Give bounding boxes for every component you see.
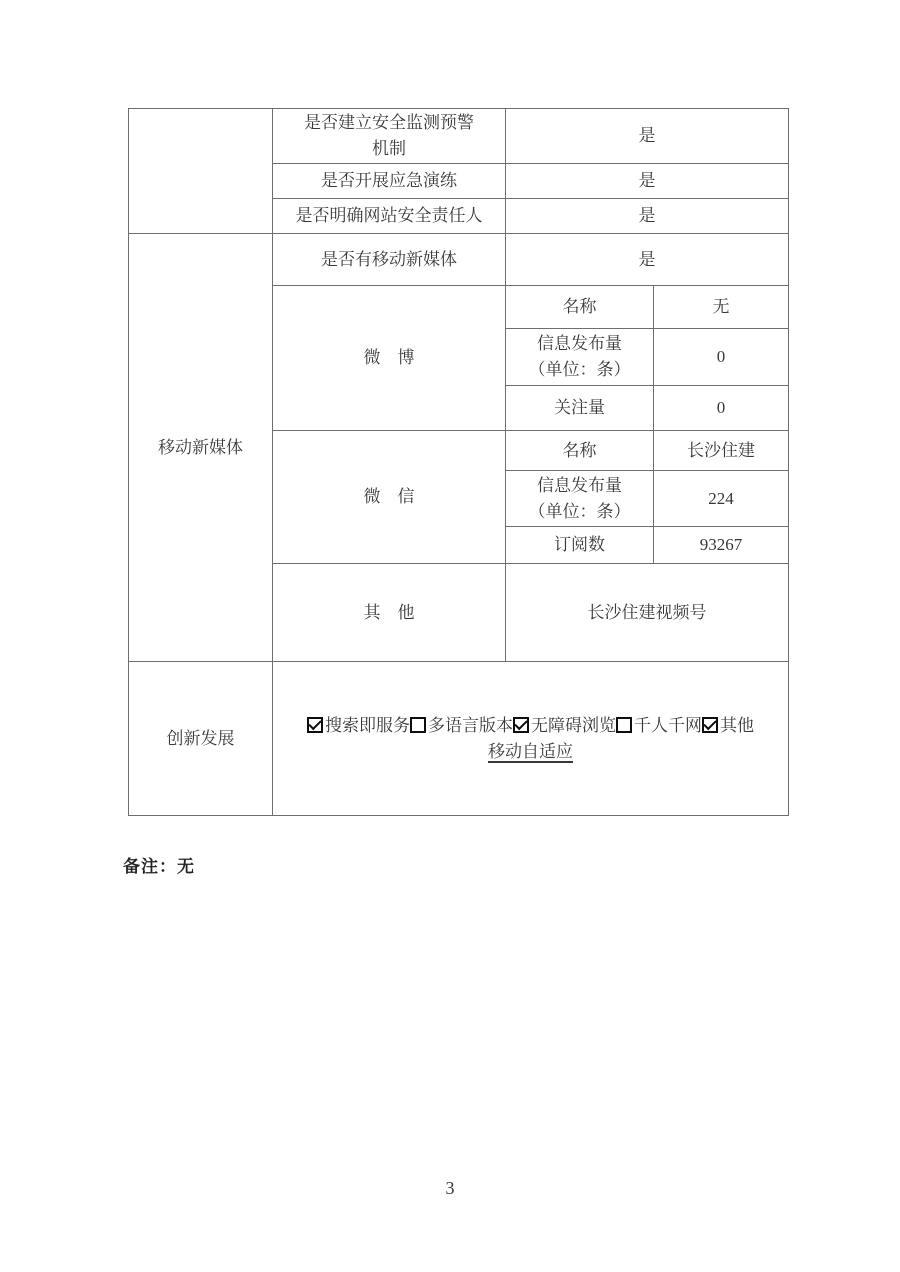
innovation-other-line [273,739,788,765]
metric-value-cell: 224 [654,471,789,527]
table-row [129,662,789,816]
question-cell: 是否有移动新媒体 [273,234,506,286]
metric-label-line: 信息发布量 [537,334,622,353]
category-cell-innovation: 创新发展 [129,662,273,816]
innovation-option [616,716,702,735]
innovation-option-label: 多语言版本 [428,715,513,735]
metric-value-cell: 长沙住建视频号 [506,564,789,662]
answer-cell: 是 [506,234,789,286]
checkbox-icon[interactable] [513,717,529,733]
metric-label-cell: 名称 [506,286,654,329]
metric-label-line: （单位：条） [528,360,631,379]
metric-value-cell: 长沙住建 [654,431,789,471]
annual-report-table [128,108,789,816]
metric-label-cell: 关注量 [506,386,654,431]
metric-value-cell: 0 [654,329,789,386]
platform-cell-other: 其 他 [273,564,506,662]
innovation-option [702,716,754,735]
innovation-option [513,716,616,735]
metric-value-cell: 无 [654,286,789,329]
metric-label-line: （单位：条） [528,501,631,521]
category-cell-empty [129,109,273,234]
remarks-note: 备注：无 [123,857,195,876]
innovation-option-label: 搜索即服务 [325,715,410,735]
metric-label-line: 信息发布量 [537,475,622,495]
answer-cell: 是 [506,199,789,234]
innovation-options-line [273,713,788,739]
innovation-option-label: 无障碍浏览 [531,715,616,735]
question-line: 机制 [372,139,406,158]
checkbox-icon[interactable] [702,717,718,733]
question-line: 是否建立安全监测预警 [304,113,474,132]
metric-label-cell [506,329,654,386]
metric-label-cell: 名称 [506,431,654,471]
innovation-option-label: 其他 [720,715,754,735]
question-cell [273,109,506,164]
answer-cell: 是 [506,164,789,199]
question-cell: 是否开展应急演练 [273,164,506,199]
innovation-option [307,716,410,735]
metric-label-cell: 订阅数 [506,527,654,564]
checkbox-icon[interactable] [410,717,426,733]
question-cell: 是否明确网站安全责任人 [273,199,506,234]
metric-value-cell: 0 [654,386,789,431]
table-row [129,234,789,286]
metric-label-cell [506,471,654,527]
page-number: 3 [445,1178,455,1198]
platform-cell-wechat: 微 信 [273,431,506,564]
innovation-option-label: 千人千网 [634,715,702,735]
metric-value-cell: 93267 [654,527,789,564]
checkbox-icon[interactable] [616,717,632,733]
innovation-option [410,716,513,735]
category-cell-mobile-media: 移动新媒体 [129,234,273,662]
innovation-cell [273,662,789,816]
innovation-other-value: 移动自适应 [488,741,573,761]
answer-cell: 是 [506,109,789,164]
checkbox-icon[interactable] [307,717,323,733]
platform-cell-weibo: 微 博 [273,286,506,431]
table-row [129,109,789,164]
